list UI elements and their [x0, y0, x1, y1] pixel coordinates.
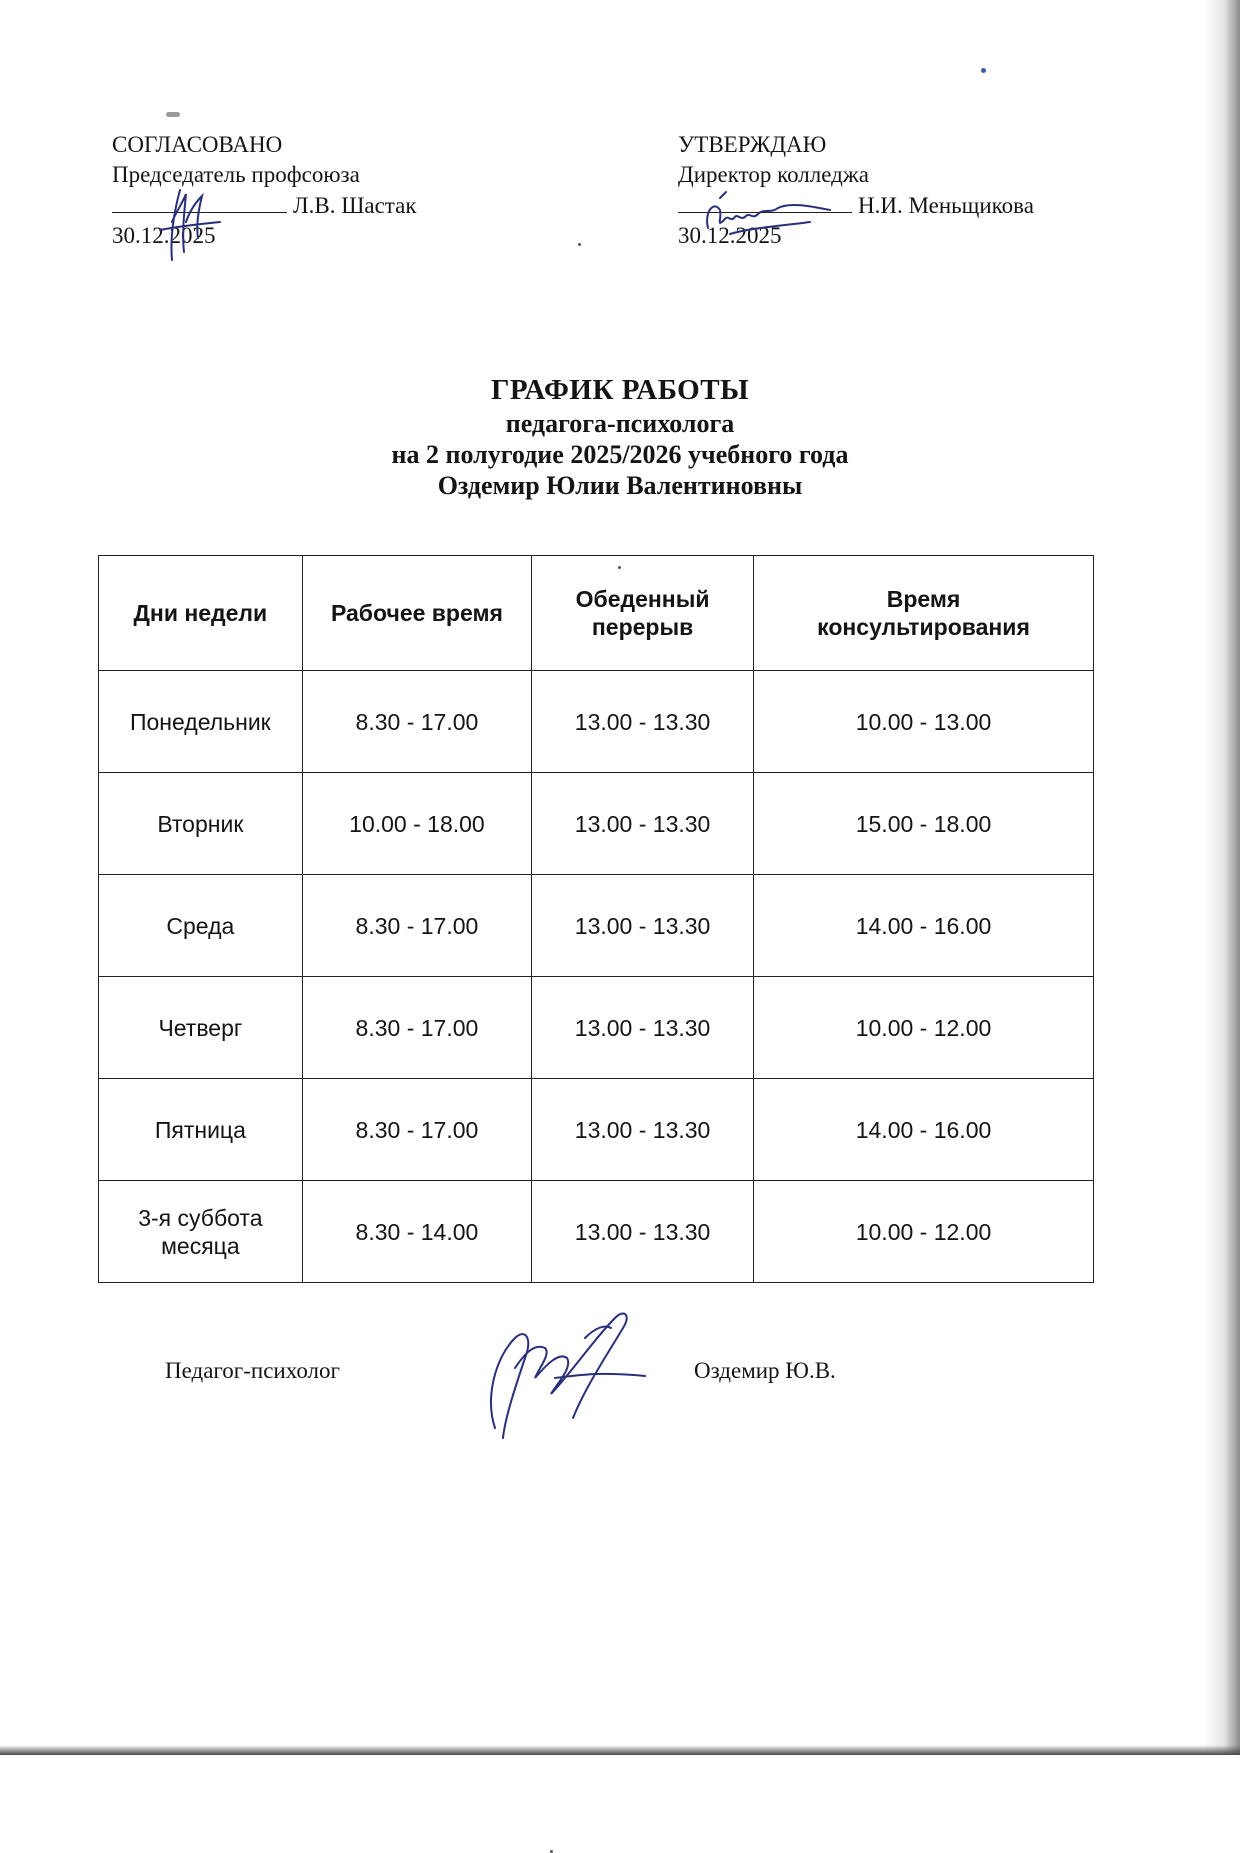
document-title [0, 372, 1240, 501]
cell-consulting-hours: 14.00 - 16.00 [754, 875, 1094, 977]
cell-weekday: Пятница [99, 1079, 303, 1181]
column-header-work-hours: Рабочее время [302, 556, 531, 671]
approval-date: 30.12.2025 [112, 223, 216, 248]
scan-speck [166, 112, 180, 117]
approval-heading: СОГЛАСОВАНО [112, 132, 283, 157]
title-person: Оздемир Юлии Валентиновны [437, 471, 803, 500]
title-main: ГРАФИК РАБОТЫ [490, 374, 750, 406]
cell-work-hours: 8.30 - 14.00 [302, 1181, 531, 1283]
table-row [99, 773, 1094, 875]
cell-lunch-break: 13.00 - 13.30 [532, 875, 754, 977]
cell-weekday: 3-я суббота месяца [99, 1181, 303, 1283]
table-row [99, 875, 1094, 977]
table-row [99, 1079, 1094, 1181]
scan-bottom-edge [0, 1745, 1240, 1755]
cell-consulting-hours: 14.00 - 16.00 [754, 1079, 1094, 1181]
cell-work-hours: 10.00 - 18.00 [302, 773, 531, 875]
table-row [99, 1181, 1094, 1283]
approval-position: Председатель профсоюза [112, 162, 360, 187]
column-header-weekday: Дни недели [99, 556, 303, 671]
scan-speck [981, 68, 986, 73]
cell-weekday: Среда [99, 875, 303, 977]
scan-speck [578, 243, 581, 246]
title-period: на 2 полугодие 2025/2026 учебного года [391, 440, 849, 469]
approval-position: Директор колледжа [678, 162, 869, 187]
approval-block-approved [678, 130, 1034, 251]
scan-edge-shadow [1204, 0, 1240, 1755]
cell-work-hours: 8.30 - 17.00 [302, 977, 531, 1079]
cell-lunch-break: 13.00 - 13.30 [532, 1079, 754, 1181]
table-header-row [99, 556, 1094, 671]
cell-work-hours: 8.30 - 17.00 [302, 875, 531, 977]
signature-line [112, 190, 287, 213]
cell-consulting-hours: 10.00 - 12.00 [754, 977, 1094, 1079]
signature-footer [455, 1298, 675, 1443]
cell-consulting-hours: 10.00 - 13.00 [754, 671, 1094, 773]
cell-work-hours: 8.30 - 17.00 [302, 1079, 531, 1181]
cell-work-hours: 8.30 - 17.00 [302, 671, 531, 773]
schedule-table [98, 555, 1094, 1283]
cell-consulting-hours: 15.00 - 18.00 [754, 773, 1094, 875]
approval-heading: УТВЕРЖДАЮ [678, 132, 827, 157]
cell-lunch-break: 13.00 - 13.30 [532, 773, 754, 875]
column-header-consulting-hours: Время консультирования [754, 556, 1094, 671]
cell-weekday: Четверг [99, 977, 303, 1079]
column-header-lunch-break: Обеденный перерыв [532, 556, 754, 671]
footer-role: Педагог-психолог [165, 1358, 340, 1383]
approval-name: Н.И. Меньщикова [858, 193, 1034, 218]
approval-name: Л.В. Шастак [293, 193, 417, 218]
signature-row [112, 190, 417, 221]
signature-row [678, 190, 1034, 221]
approval-date: 30.12.2025 [678, 223, 782, 248]
cell-lunch-break: 13.00 - 13.30 [532, 671, 754, 773]
cell-weekday: Понедельник [99, 671, 303, 773]
cell-lunch-break: 13.00 - 13.30 [532, 1181, 754, 1283]
cell-lunch-break: 13.00 - 13.30 [532, 977, 754, 1079]
signature-line [678, 190, 852, 213]
cell-weekday: Вторник [99, 773, 303, 875]
cell-consulting-hours: 10.00 - 12.00 [754, 1181, 1094, 1283]
footer-name: Оздемир Ю.В. [694, 1358, 836, 1383]
title-role: педагога-психолога [505, 409, 735, 438]
approval-block-agreed [112, 130, 417, 251]
table-row [99, 977, 1094, 1079]
table-row [99, 671, 1094, 773]
